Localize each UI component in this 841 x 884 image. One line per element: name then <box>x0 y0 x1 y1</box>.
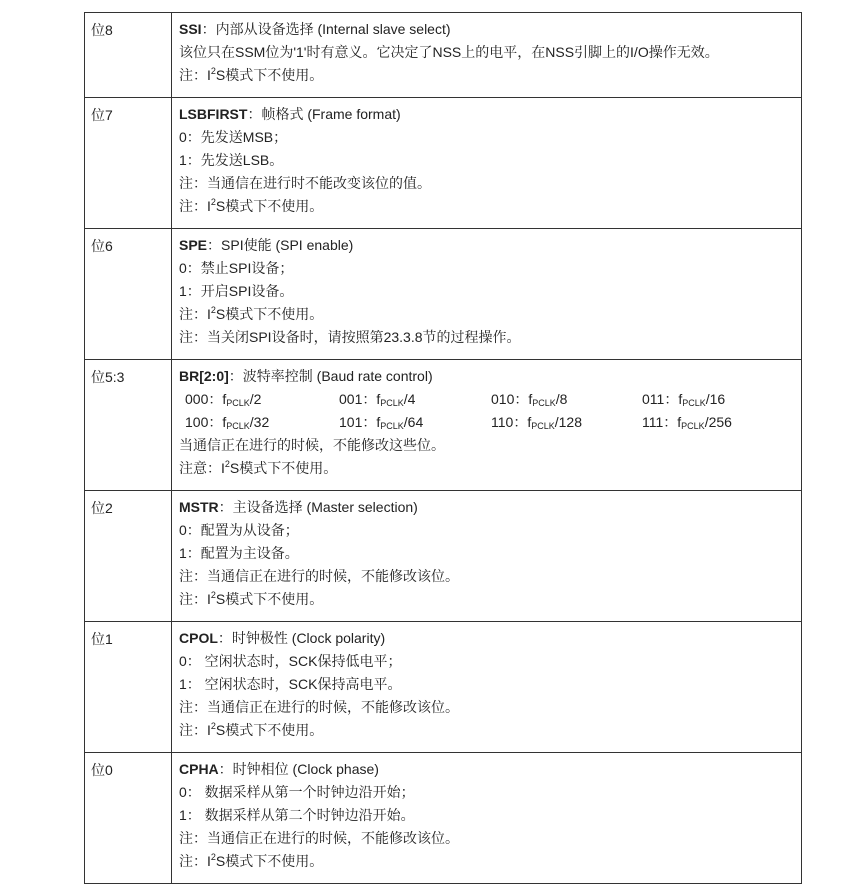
field-name: SSI <box>179 21 202 37</box>
baud-option <box>491 413 642 436</box>
line-text: 注：I <box>179 722 211 738</box>
description-line <box>179 197 801 220</box>
baud-clock: PCLK <box>380 398 404 408</box>
baud-divider: /32 <box>249 414 270 430</box>
table-row <box>85 229 802 360</box>
description-line <box>179 151 801 174</box>
description-cell <box>172 622 802 753</box>
description-line <box>179 698 801 721</box>
bit-cell: 位2 <box>85 491 172 622</box>
description-line <box>179 567 801 590</box>
description-line <box>179 43 801 66</box>
field-title-text: ：时钟相位 (Clock phase) <box>218 761 379 777</box>
description-line <box>179 852 801 875</box>
description-line <box>179 305 801 328</box>
description-line <box>179 282 801 305</box>
line-text: 1：先发送LSB。 <box>179 152 284 168</box>
baud-clock: PCLK <box>226 398 250 408</box>
baud-option <box>185 390 339 413</box>
field-name: BR[2:0] <box>179 368 229 384</box>
description-cell <box>172 753 802 884</box>
field-title-text: ：波特率控制 (Baud rate control) <box>228 368 433 384</box>
table-row <box>85 13 802 98</box>
field-name: MSTR <box>179 499 219 515</box>
description-cell <box>172 491 802 622</box>
baud-f: f <box>222 414 227 430</box>
baud-code: 011： <box>642 391 679 407</box>
baud-code: 000： <box>185 391 223 407</box>
baud-option <box>642 390 762 413</box>
description-line <box>179 459 801 482</box>
register-bit-table <box>84 12 802 884</box>
line-text: 注：I <box>179 198 211 214</box>
description-line <box>179 328 801 351</box>
baud-code: 110： <box>491 414 528 430</box>
baud-divider: /8 <box>555 391 568 407</box>
superscript: 2 <box>210 721 216 731</box>
field-name: CPOL <box>179 630 218 646</box>
line-text: 1：开启SPI设备。 <box>179 283 294 299</box>
line-text: 0： 空闲状态时，SCK保持低电平； <box>179 653 402 669</box>
table-row <box>85 753 802 884</box>
baud-code: 111： <box>642 414 678 430</box>
table-row <box>85 360 802 491</box>
description-line <box>179 436 801 459</box>
field-title <box>179 20 801 43</box>
description-line <box>179 174 801 197</box>
description-line <box>179 544 801 567</box>
field-name: CPHA <box>179 761 219 777</box>
description-cell <box>172 360 802 491</box>
line-text: 注：当通信正在进行的时候，不能修改该位。 <box>179 699 459 715</box>
baud-option <box>339 413 491 436</box>
description-line <box>179 652 801 675</box>
table-row <box>85 491 802 622</box>
line-text-after: S模式下不使用。 <box>229 460 338 476</box>
field-title <box>179 498 801 521</box>
line-text: 注：当通信正在进行的时候，不能修改该位。 <box>179 568 459 584</box>
bit-cell: 位5:3 <box>85 360 172 491</box>
baud-f: f <box>528 391 533 407</box>
line-text: 0： 数据采样从第一个时钟边沿开始； <box>179 784 415 800</box>
line-text: 1：配置为主设备。 <box>179 545 299 561</box>
superscript: 2 <box>210 590 216 600</box>
field-title <box>179 105 801 128</box>
baud-option <box>642 413 762 436</box>
description-line <box>179 521 801 544</box>
line-text-after: S模式下不使用。 <box>215 722 324 738</box>
line-text: 0：先发送MSB； <box>179 129 288 145</box>
superscript: 2 <box>210 852 216 862</box>
field-name: SPE <box>179 237 208 253</box>
baud-clock: PCLK <box>531 421 555 431</box>
line-text-after: S模式下不使用。 <box>215 306 324 322</box>
field-name: LSBFIRST <box>179 106 248 122</box>
baud-clock: PCLK <box>682 398 706 408</box>
line-text: 注：当通信正在进行的时候，不能修改该位。 <box>179 830 459 846</box>
line-text-after: S模式下不使用。 <box>215 591 324 607</box>
baud-divider: /128 <box>554 414 582 430</box>
superscript: 2 <box>210 197 216 207</box>
bit-cell: 位6 <box>85 229 172 360</box>
baud-clock: PCLK <box>226 421 250 431</box>
line-text: 1： 数据采样从第二个时钟边沿开始。 <box>179 807 415 823</box>
baud-divider: /2 <box>249 391 262 407</box>
superscript: 2 <box>210 66 216 76</box>
baud-f: f <box>376 414 381 430</box>
baud-divider: /16 <box>705 391 726 407</box>
line-text: 0：配置为从设备； <box>179 522 299 538</box>
description-line <box>179 259 801 282</box>
table-row <box>85 98 802 229</box>
line-text: 0：禁止SPI设备； <box>179 260 294 276</box>
baud-rate-grid <box>179 390 801 436</box>
field-title-text: ：内部从设备选择 (Internal slave select) <box>201 21 451 37</box>
baud-divider: /4 <box>403 391 416 407</box>
line-text-after: S模式下不使用。 <box>215 853 324 869</box>
description-cell <box>172 13 802 98</box>
baud-code: 001： <box>339 391 377 407</box>
baud-f: f <box>222 391 227 407</box>
line-text: 1： 空闲状态时，SCK保持高电平。 <box>179 676 402 692</box>
description-line <box>179 675 801 698</box>
field-title <box>179 629 801 652</box>
baud-option <box>491 390 642 413</box>
table-row <box>85 622 802 753</box>
baud-code: 100： <box>185 414 223 430</box>
baud-option <box>185 413 339 436</box>
line-text: 注：I <box>179 67 211 83</box>
baud-f: f <box>677 414 682 430</box>
baud-f: f <box>678 391 683 407</box>
line-text: 该位只在SSM位为'1'时有意义。它决定了NSS上的电平，在NSS引脚上的I/O操作无效。 <box>179 44 719 60</box>
baud-option <box>339 390 491 413</box>
baud-f: f <box>376 391 381 407</box>
baud-clock: PCLK <box>681 421 705 431</box>
description-cell <box>172 229 802 360</box>
field-title-text: ：主设备选择 (Master selection) <box>218 499 418 515</box>
bit-cell: 位7 <box>85 98 172 229</box>
field-title <box>179 236 801 259</box>
line-text: 注：当关闭SPI设备时，请按照第23.3.8节的过程操作。 <box>179 329 521 345</box>
field-title-text: ：时钟极性 (Clock polarity) <box>217 630 386 646</box>
line-text: 当通信正在进行的时候，不能修改这些位。 <box>179 437 445 453</box>
line-text: 注意：I <box>179 460 225 476</box>
superscript: 2 <box>210 305 216 315</box>
description-cell <box>172 98 802 229</box>
baud-clock: PCLK <box>532 398 556 408</box>
description-line <box>179 66 801 89</box>
baud-f: f <box>527 414 532 430</box>
line-text-after: S模式下不使用。 <box>215 67 324 83</box>
description-line <box>179 783 801 806</box>
line-text: 注：I <box>179 306 211 322</box>
description-line <box>179 806 801 829</box>
baud-clock: PCLK <box>380 421 404 431</box>
line-text: 注：当通信在进行时不能改变该位的值。 <box>179 175 431 191</box>
description-line <box>179 128 801 151</box>
field-title-text: ：SPI使能 (SPI enable) <box>207 237 354 253</box>
baud-divider: /64 <box>403 414 424 430</box>
field-title <box>179 367 801 390</box>
bit-cell: 位1 <box>85 622 172 753</box>
line-text: 注：I <box>179 853 211 869</box>
bit-cell: 位8 <box>85 13 172 98</box>
baud-code: 010： <box>491 391 529 407</box>
description-line <box>179 829 801 852</box>
superscript: 2 <box>224 459 230 469</box>
bit-cell: 位0 <box>85 753 172 884</box>
description-line <box>179 590 801 613</box>
line-text: 注：I <box>179 591 211 607</box>
field-title <box>179 760 801 783</box>
baud-divider: /256 <box>704 414 732 430</box>
description-line <box>179 721 801 744</box>
field-title-text: ：帧格式 (Frame format) <box>247 106 401 122</box>
line-text-after: S模式下不使用。 <box>215 198 324 214</box>
baud-code: 101： <box>339 414 377 430</box>
